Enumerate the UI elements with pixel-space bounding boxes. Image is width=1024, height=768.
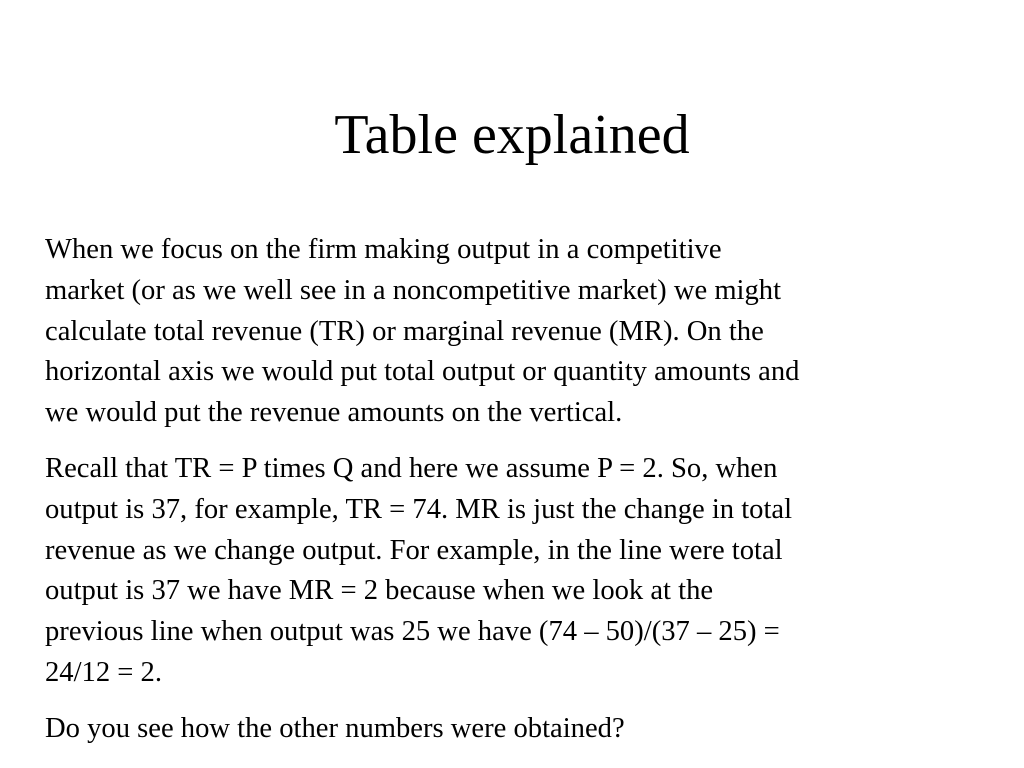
slide-title: Table explained [334,104,690,166]
text-line: output is 37, for example, TR = 74. MR is just the change in total [45,493,793,525]
text-line: 24/12 = 2. [45,656,162,688]
text-line: When we focus on the firm making output in a competitive [45,234,722,265]
text-line: market (or as we well see in a noncompetitive market) we might [45,274,782,306]
slide-body [45,230,965,765]
text-line: output is 37 we have MR = 2 because when we look at the [45,575,714,607]
text-line: horizontal axis we would put total output or quantity amounts and [45,356,800,388]
text-line: revenue as we change output. For example, in the line were total [45,534,783,566]
text-line: previous line when output was 25 we have (74 – 50)/(37 – 25) = [45,616,780,648]
text-line: Recall that TR = P times Q and here we assume P = 2. So, when [45,452,778,484]
text-line: we would put the revenue amounts on the vertical. [45,397,623,429]
paragraph-revenue-intro [45,230,965,434]
paragraph-tr-mr-example [45,449,965,694]
text-line: calculate total revenue (TR) or marginal revenue (MR). On the [45,315,764,347]
text-line: Do you see how the other numbers were obtained? [45,712,625,744]
paragraph-question [45,709,965,750]
